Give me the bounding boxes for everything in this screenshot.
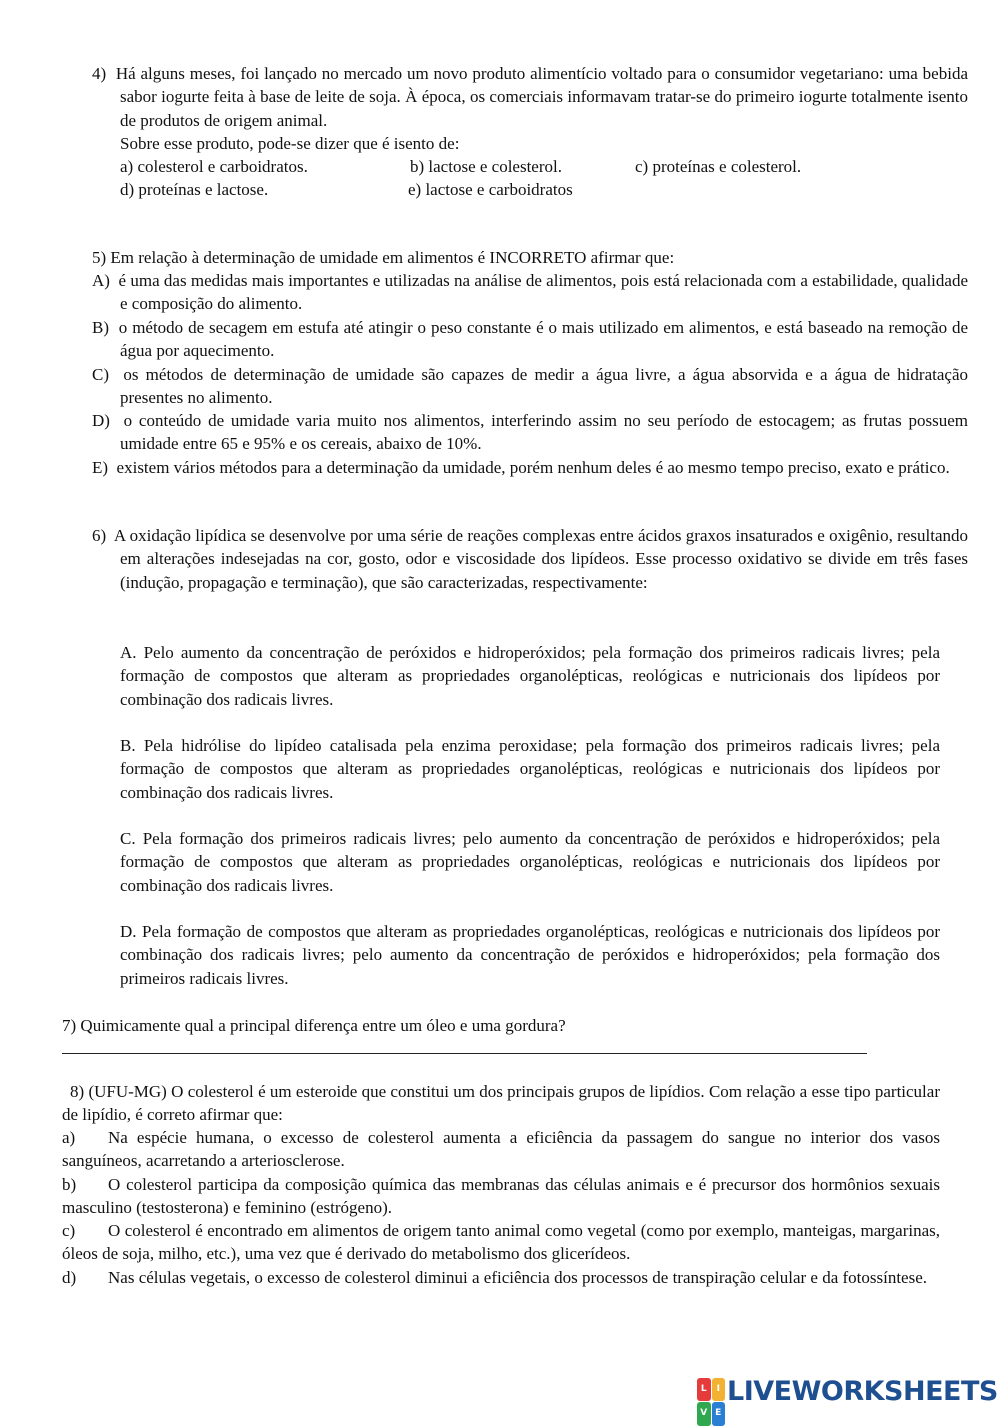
- q5-option-c[interactable]: C) os métodos de determinação de umidade são capazes de medir a água livre, a água absorvida e a água de hidratação presentes no alimento.: [92, 365, 968, 408]
- q8-option-c[interactable]: c) O colesterol é encontrado em alimentos de origem tanto animal como vegetal (como por exemplo, manteigas, margarinas, óleos de soja, milho, etc.), uma vez que é derivado do metabolismo dos glicerídeos.: [62, 1221, 940, 1264]
- q6-option-c[interactable]: C. Pela formação dos primeiros radicais livres; pelo aumento da concentração de peróxidos e hidroperóxidos; pela formação de compostos que alteram as propriedades organolépticas, reológicas e nutricionais dos lipídeos por combinação dos radicais livres.: [120, 829, 940, 895]
- q4-option-e[interactable]: e) lactose e carboidratos: [408, 180, 573, 199]
- q4-option-c[interactable]: c) proteínas e colesterol.: [635, 157, 802, 176]
- q4-question: Sobre esse produto, pode-se dizer que é isento de:: [120, 134, 460, 153]
- q5-option-e[interactable]: E) existem vários métodos para a determinação da umidade, porém nenhum deles é ao mesmo tempo preciso, exato e prático.: [92, 458, 950, 477]
- q8-text: 8) (UFU-MG) O colesterol é um esteroide que constitui um dos principais grupos de lipídios. Com relação a esse tipo particular de lipídio, é correto afirmar que:: [62, 1082, 940, 1125]
- q6-option-d[interactable]: D. Pela formação de compostos que alteram as propriedades organolépticas, reológicas e nutricionais dos lipídeos por combinação dos radicais livres; pelo aumento da concentração de peróxidos e hidroperóxidos; pela formação dos primeiros radicais livres.: [120, 922, 940, 988]
- q5-option-a[interactable]: A) é uma das medidas mais importantes e utilizadas na análise de alimentos, pois está relacionada com a estabilidade, qualidade e composição do alimento.: [92, 271, 968, 314]
- q6-option-b[interactable]: B. Pela hidrólise do lipídeo catalisada pela enzima peroxidase; pela formação dos primeiros radicais livres; pela formação de compostos que alteram as propriedades organolépticas, reológicas e nutricionais dos lipídeos por combinação dos radicais livres.: [120, 736, 940, 802]
- liveworksheets-logo-icon: L I V E: [697, 1378, 725, 1406]
- q6-number: 6): [92, 526, 107, 545]
- q8-option-b[interactable]: b) O colesterol participa da composição química das membranas das células animais e é precursor dos hormônios sexuais masculino (testosterona) e feminino (estrógeno).: [62, 1175, 940, 1218]
- q5-option-b[interactable]: B) o método de secagem em estufa até atingir o peso constante é o mais utilizado em alimentos, e está baseado na remoção de água por aquecimento.: [92, 318, 969, 361]
- q5-option-d[interactable]: D) o conteúdo de umidade varia muito nos alimentos, interferindo assim no seu período de estocagem; as frutas possuem umidade entre 65 e 95% e os cereais, abaixo de 10%.: [92, 411, 969, 454]
- q4-stem: [92, 62, 968, 132]
- q7-question: 7) Quimicamente qual a principal diferença entre um óleo e uma gordura?: [62, 1016, 566, 1035]
- liveworksheets-watermark: [697, 1376, 998, 1419]
- q8-option-a[interactable]: a) Na espécie humana, o excesso de colesterol aumenta a eficiência da passagem do sangue no interior dos vasos sanguíneos, acarretando a arteriosclerose.: [62, 1128, 940, 1171]
- q4-option-b[interactable]: b) lactose e colesterol.: [410, 157, 562, 176]
- q8-stem: [62, 1080, 940, 1127]
- q5-question: 5) Em relação à determinação de umidade em alimentos é INCORRETO afirmar que:: [92, 248, 675, 267]
- q8-option-d[interactable]: d) Nas células vegetais, o excesso de colesterol diminui a eficiência dos processos de transpiração celular e da fotossíntese.: [62, 1268, 928, 1287]
- q4-number: 4): [92, 64, 107, 83]
- q4-option-a[interactable]: a) colesterol e carboidratos.: [120, 157, 308, 176]
- q4-option-d[interactable]: d) proteínas e lactose.: [120, 180, 269, 199]
- watermark-text: LIVEWORKSHEETS: [727, 1376, 998, 1408]
- q6-option-a[interactable]: A. Pelo aumento da concentração de peróxidos e hidroperóxidos; pela formação dos primeiros radicais livres; pela formação de compostos que alteram as propriedades organolépticas, reológicas e nutricionais dos lipídeos por combinação dos radicais livres.: [120, 643, 940, 709]
- q7-answer-line[interactable]: [62, 1053, 867, 1054]
- q4-text: Há alguns meses, foi lançado no mercado um novo produto alimentício voltado para o consumidor vegetariano: uma bebida sabor iogurte feita à base de leite de soja. À época, os comerciais informavam tratar-se do primeiro iogurte totalmente isento de produtos de origem animal.: [115, 64, 968, 130]
- q6-stem: [92, 524, 968, 594]
- q6-text: A oxidação lipídica se desenvolve por uma série de reações complexas entre ácidos graxos insaturados e oxigênio, resultando em alterações indesejadas na cor, gosto, odor e viscosidade dos lipídeos. Esse processo oxidativo se divide em três fases (indução, propagação e terminação), que são caracterizadas, respectivamente:: [113, 526, 968, 592]
